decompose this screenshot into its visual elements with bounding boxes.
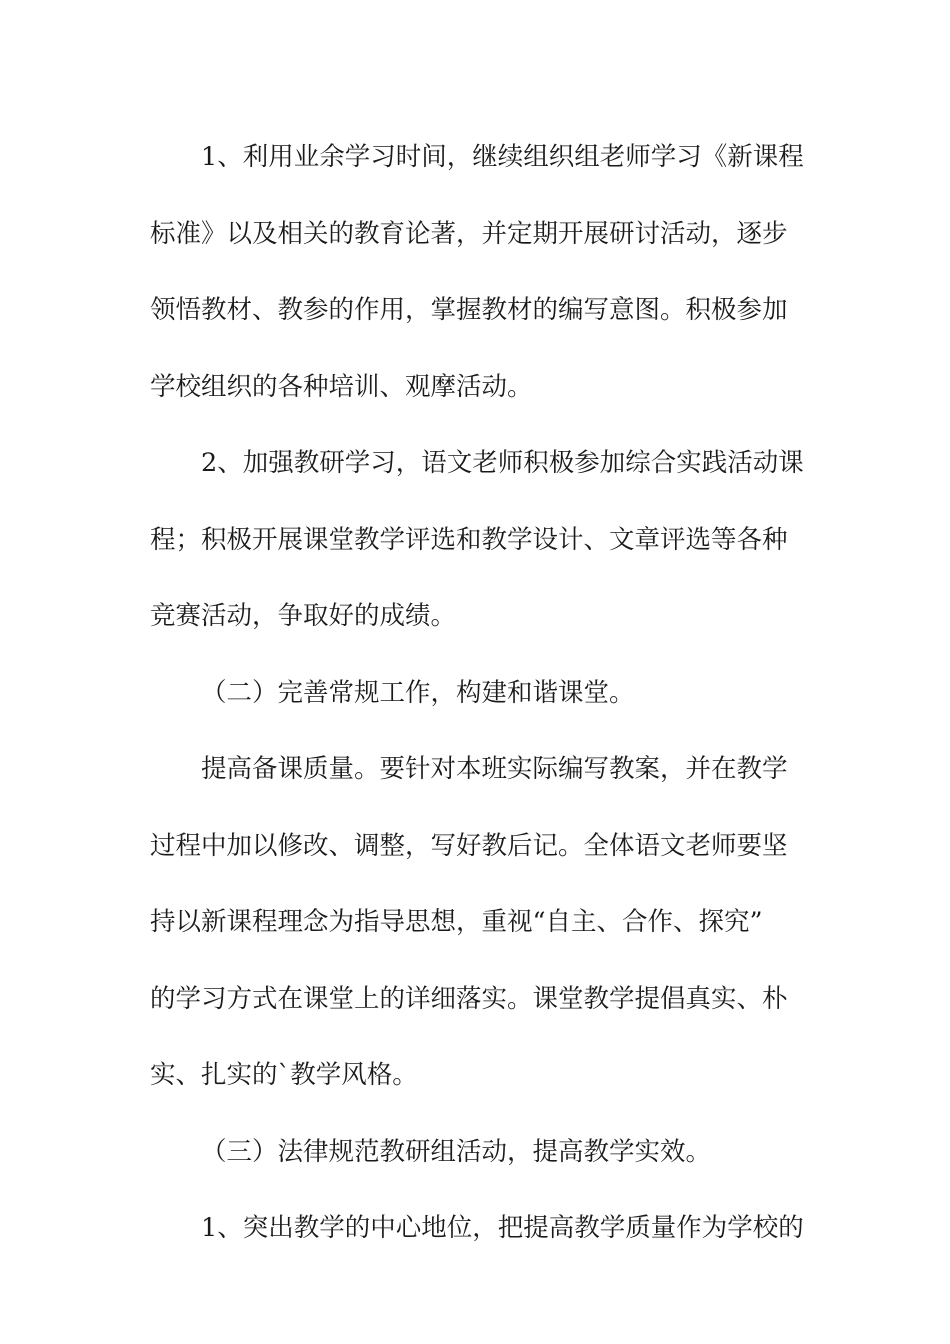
section-heading-two — [150, 655, 806, 732]
paragraph-study-standards — [150, 119, 806, 425]
text-line: 提高备课质量。要针对本班实际编写教案，并在教学 — [201, 754, 788, 784]
text-line: 1、利用业余学习时间，继续组织组老师学习《新课程 — [201, 142, 804, 172]
section-heading-three — [150, 1114, 806, 1191]
paragraph-teaching-research — [150, 425, 806, 655]
paragraph-lesson-preparation — [150, 731, 806, 1114]
text-line: 学校组织的各种培训、观摩活动。 — [150, 371, 533, 402]
text-line: 过程中加以修改、调整，写好教后记。全体语文老师要坚 — [150, 830, 788, 861]
text-line: 程；积极开展课堂教学评选和教学设计、文章评选等各种 — [150, 524, 788, 555]
heading-line: （二）完善常规工作，构建和谐课堂。 — [201, 677, 635, 708]
text-line: 的学习方式在课堂上的详细落实。课堂教学提倡真实、朴 — [150, 983, 788, 1014]
text-line: 标准》以及相关的教育论著，并定期开展研讨活动，逐步 — [150, 218, 788, 249]
text-line: 持以新课程理念为指导思想，重视“自主、合作、探究” — [150, 907, 763, 937]
text-line: 实、扎实的`教学风格。 — [150, 1060, 418, 1090]
text-line: 2、加强教研学习，语文老师积极参加综合实践活动课 — [201, 448, 804, 478]
paragraph-teaching-center — [150, 1190, 806, 1267]
text-line: 竞赛活动，争取好的成绩。 — [150, 601, 457, 631]
heading-line: （三）法律规范教研组活动，提高教学实效。 — [201, 1136, 712, 1167]
text-line: 1、突出教学的中心地位，把提高教学质量作为学校的 — [201, 1213, 804, 1243]
document-body — [150, 119, 806, 1267]
text-line: 领悟教材、教参的作用，掌握教材的编写意图。积极参加 — [150, 295, 788, 325]
